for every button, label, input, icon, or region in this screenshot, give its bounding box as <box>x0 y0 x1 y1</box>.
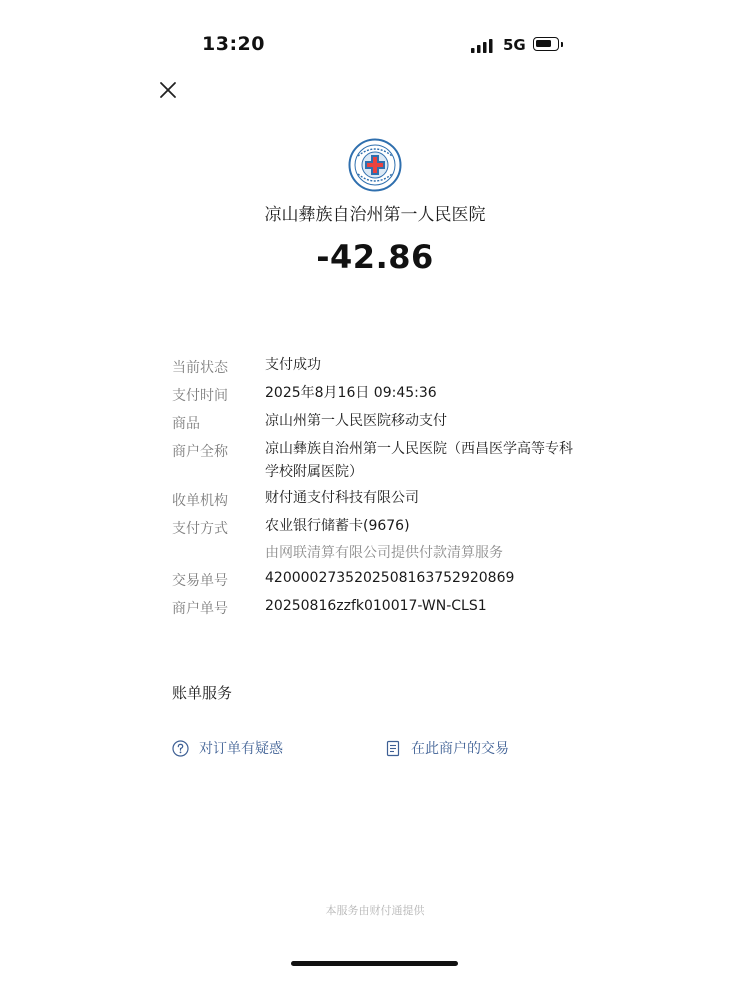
merchant-name: 凉山彝族自治州第一人民医院 <box>264 205 486 225</box>
transaction-id-label: 交易单号 <box>172 573 228 589</box>
pay-method-value: 农业银行储蓄卡(9676) <box>265 518 410 534</box>
merchant-transactions-label: 在此商户的交易 <box>411 741 509 757</box>
close-icon[interactable] <box>158 80 178 100</box>
status-label: 当前状态 <box>172 360 228 376</box>
transaction-id-value: 4200002735202508163752920869 <box>265 570 515 586</box>
merchant-order-value: 20250816zzfk010017-WN-CLS1 <box>265 598 487 614</box>
order-question-label: 对订单有疑惑 <box>199 741 283 757</box>
pay-time-value: 2025年8月16日 09:45:36 <box>265 385 437 401</box>
battery-tip <box>561 42 563 47</box>
battery-icon <box>533 37 559 51</box>
merchant-transactions-link[interactable] <box>386 738 509 758</box>
home-indicator[interactable] <box>291 961 458 966</box>
product-value: 凉山州第一人民医院移动支付 <box>265 413 447 429</box>
acquirer-value: 财付通支付科技有限公司 <box>265 490 419 506</box>
order-question-link[interactable] <box>172 738 283 758</box>
merchant-fullname-value: 凉山彝族自治州第一人民医院（西昌医学高等专科学校附属医院） <box>265 441 573 480</box>
pay-time-label: 支付时间 <box>172 388 228 404</box>
hospital-logo <box>348 138 402 192</box>
product-label: 商品 <box>172 416 200 432</box>
pay-method-label: 支付方式 <box>172 521 228 537</box>
question-circle-icon <box>172 740 189 757</box>
payment-amount: -42.86 <box>316 238 434 276</box>
document-icon <box>386 740 401 757</box>
merchant-fullname-label: 商户全称 <box>172 444 228 460</box>
status-time: 13:20 <box>202 33 265 55</box>
status-value: 支付成功 <box>265 357 321 373</box>
clearing-note: 由网联清算有限公司提供付款清算服务 <box>265 545 503 561</box>
bill-services-title: 账单服务 <box>172 684 233 702</box>
signal-icon <box>471 39 493 53</box>
network-type: 5G <box>503 36 526 54</box>
footer-note: 本服务由财付通提供 <box>325 904 425 917</box>
merchant-order-label: 商户单号 <box>172 601 228 617</box>
acquirer-label: 收单机构 <box>172 493 228 509</box>
